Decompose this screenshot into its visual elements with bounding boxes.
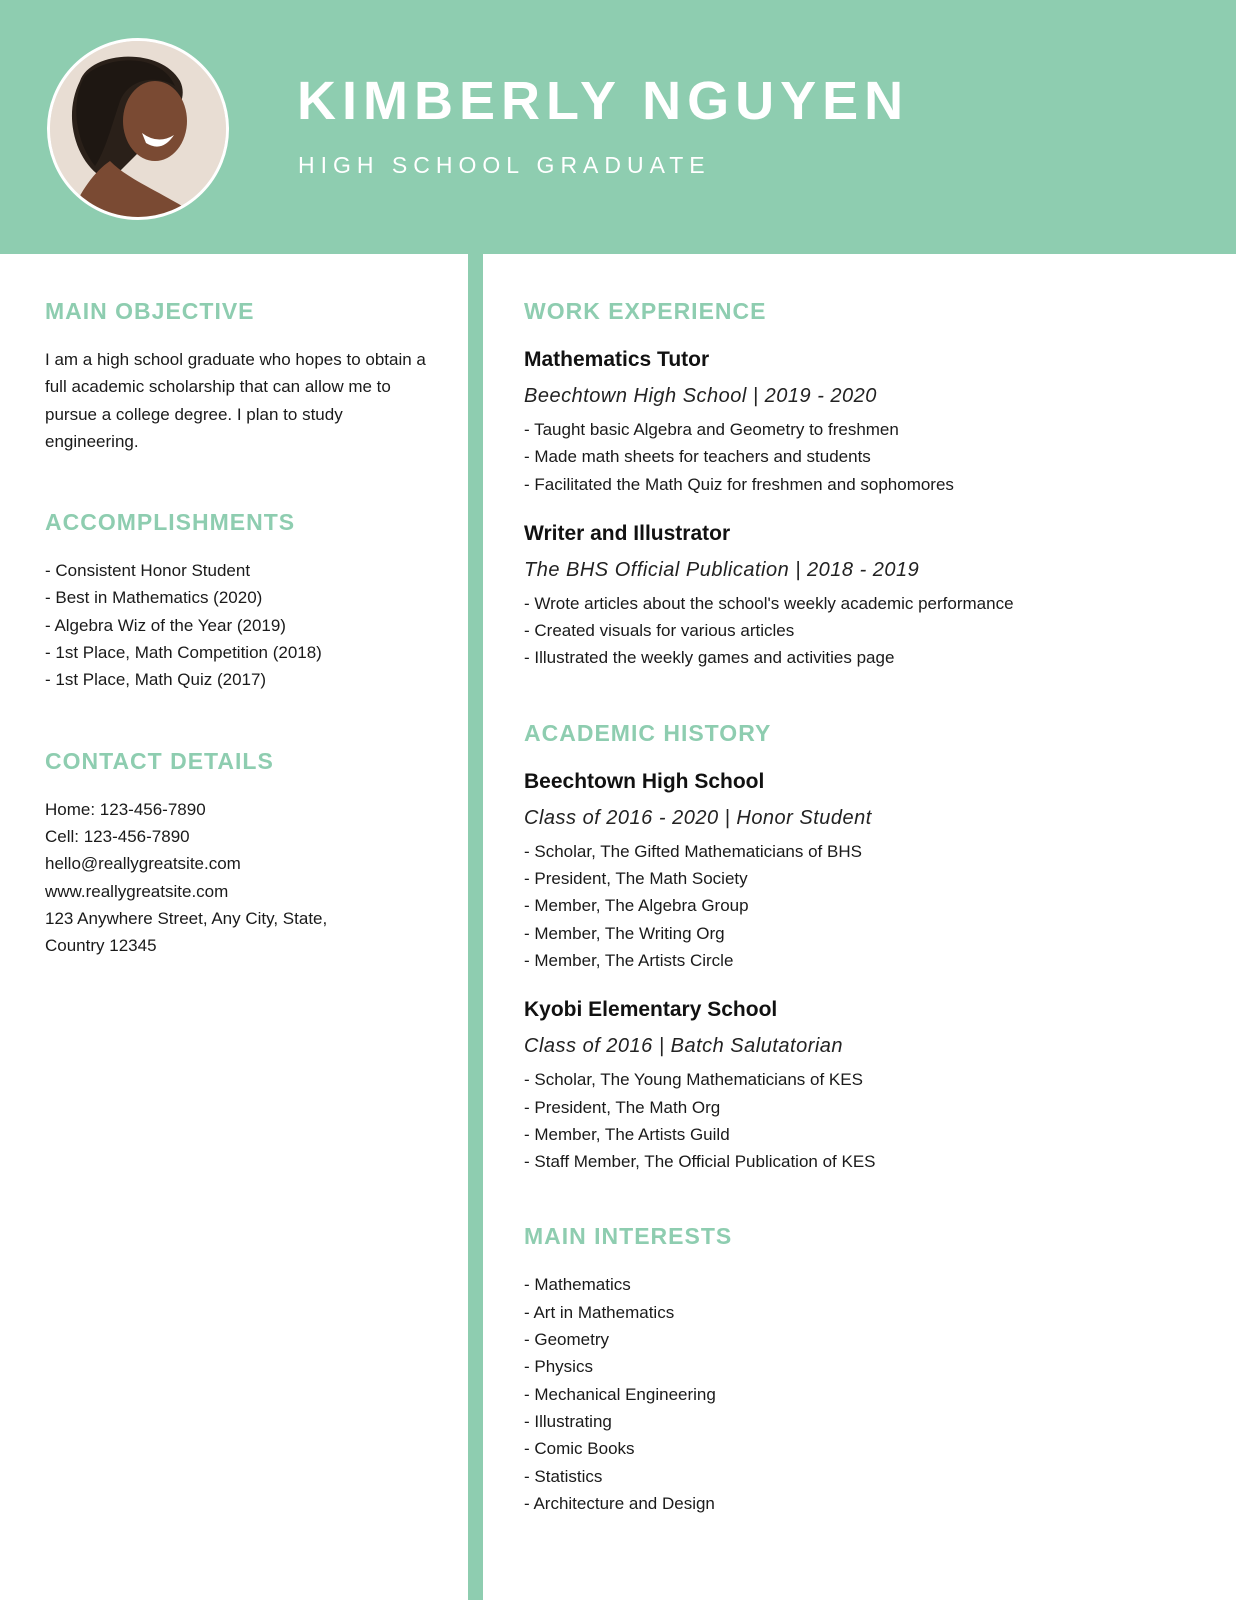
job-subtitle: Beechtown High School | 2019 - 2020	[524, 385, 877, 407]
list-item: - Member, The Algebra Group	[524, 896, 749, 916]
list-item: - Algebra Wiz of the Year (2019)	[45, 615, 286, 635]
school-name: Beechtown High School	[524, 769, 765, 793]
list-item: - Member, The Artists Guild	[524, 1124, 730, 1144]
list-item: - Comic Books	[524, 1439, 635, 1459]
right-column	[524, 296, 1204, 1517]
profile-photo	[47, 38, 229, 220]
list-item: - Member, The Artists Circle	[524, 950, 734, 970]
school-activities	[524, 1066, 1204, 1175]
list-item: - Staff Member, The Official Publication of KES	[524, 1152, 876, 1172]
list-item: - Mechanical Engineering	[524, 1384, 716, 1404]
list-item: - Statistics	[524, 1466, 603, 1486]
work-heading: WORK EXPERIENCE	[524, 298, 767, 324]
header-banner	[0, 0, 1236, 254]
academic-heading: ACADEMIC HISTORY	[524, 719, 772, 746]
objective-section	[45, 296, 440, 455]
list-item: - Illustrating	[524, 1411, 612, 1431]
contact-email[interactable]: hello@reallygreatsite.com	[45, 854, 241, 874]
candidate-name: KIMBERLY NGUYEN	[297, 71, 910, 131]
school-subtitle: Class of 2016 | Batch Salutatorian	[524, 1035, 844, 1058]
objective-heading: MAIN OBJECTIVE	[45, 298, 255, 324]
job-title: Writer and Illustrator	[524, 521, 731, 545]
list-item: - 1st Place, Math Quiz (2017)	[45, 670, 267, 690]
accomplishments-list	[45, 557, 440, 693]
list-item: - Best in Mathematics (2020)	[45, 588, 263, 608]
work-section	[524, 296, 1204, 672]
contact-website[interactable]: www.reallygreatsite.com	[45, 881, 229, 901]
objective-text: I am a high school graduate who hopes to obtain a full academic scholarship that can allow me to pursue a college degree. I plan to study engineering.	[45, 350, 426, 451]
list-item: - Illustrated the weekly games and activities page	[524, 648, 895, 668]
job-title: Mathematics Tutor	[524, 348, 710, 371]
accomplishments-heading: ACCOMPLISHMENTS	[45, 509, 296, 536]
contact-section	[45, 746, 440, 960]
school-subtitle: Class of 2016 - 2020 | Honor Student	[524, 806, 872, 829]
contact-address-line1: 123 Anywhere Street, Any City, State,	[45, 908, 328, 928]
job-subtitle: The BHS Official Publication | 2018 - 2019	[524, 558, 920, 581]
contact-address-line2: Country 12345	[45, 936, 157, 956]
school-entry	[524, 996, 1204, 1175]
interests-list	[524, 1271, 1204, 1517]
job-duties	[524, 590, 1204, 672]
contact-list	[45, 796, 440, 960]
job-entry	[524, 346, 1204, 498]
school-activities	[524, 838, 1204, 974]
list-item: - Architecture and Design	[524, 1493, 715, 1513]
list-item: - President, The Math Org	[524, 1097, 721, 1117]
list-item: - Created visuals for various articles	[524, 621, 795, 641]
school-entry	[524, 768, 1204, 974]
list-item: - President, The Math Society	[524, 869, 748, 889]
list-item: - Consistent Honor Student	[45, 561, 251, 581]
column-divider	[468, 254, 483, 1600]
list-item: - 1st Place, Math Competition (2018)	[45, 643, 322, 663]
contact-home: Home: 123-456-7890	[45, 799, 206, 819]
list-item: - Scholar, The Gifted Mathematicians of BHS	[524, 841, 862, 861]
contact-cell: Cell: 123-456-7890	[45, 826, 190, 846]
interests-heading: MAIN INTERESTS	[524, 1223, 733, 1250]
candidate-role: HIGH SCHOOL GRADUATE	[298, 152, 711, 178]
list-item: - Facilitated the Math Quiz for freshmen and sophomores	[524, 474, 954, 494]
list-item: - Scholar, The Young Mathematicians of KES	[524, 1070, 863, 1090]
academic-section	[524, 718, 1204, 1176]
list-item: - Art in Mathematics	[524, 1302, 675, 1322]
job-entry	[524, 520, 1204, 672]
portrait-illustration	[50, 41, 226, 217]
list-item: - Taught basic Algebra and Geometry to freshmen	[524, 420, 899, 439]
interests-section	[524, 1221, 1204, 1517]
list-item: - Made math sheets for teachers and students	[524, 447, 871, 467]
list-item: - Wrote articles about the school's weekly academic performance	[524, 593, 1014, 613]
list-item: - Geometry	[524, 1330, 610, 1350]
list-item: - Member, The Writing Org	[524, 923, 725, 943]
list-item: - Mathematics	[524, 1275, 631, 1295]
contact-heading: CONTACT DETAILS	[45, 747, 274, 774]
job-duties	[524, 416, 1204, 498]
list-item: - Physics	[524, 1357, 593, 1377]
left-column	[45, 296, 440, 959]
school-name: Kyobi Elementary School	[524, 998, 778, 1022]
accomplishments-section	[45, 507, 440, 693]
